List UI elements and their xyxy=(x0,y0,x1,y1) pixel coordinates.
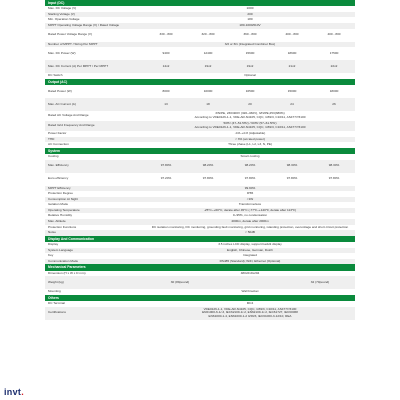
spec-label: DC Terminal xyxy=(48,300,65,305)
spec-value: 3/N/PE, 230/400V (320~460V), 3/N/PE,253(380%) According to VDE0126-1-1, VDE-AR-N4105, CQC, G59/3, C10/11, AS4777/3100 xyxy=(194,112,306,119)
spec-row xyxy=(45,85,355,98)
spec-row xyxy=(45,289,355,295)
spec-label: Max. AC Current (A) xyxy=(48,101,76,106)
spec-value: Optional xyxy=(244,73,256,78)
spec-label: Protection Functions xyxy=(48,224,77,229)
spec-value: 22x2 xyxy=(330,64,338,68)
spec-row xyxy=(45,307,355,320)
spec-value: 400 - 800 xyxy=(327,33,341,37)
spec-value: 18600 xyxy=(287,51,297,55)
spec-value: 97.80% xyxy=(202,177,214,181)
spec-label: Number of MPPT / String Per MPPT xyxy=(48,41,98,46)
spec-label: Rated AC Voltage And Range xyxy=(48,113,89,118)
spec-sheet xyxy=(45,0,355,320)
spec-value: 180-1000/610V xyxy=(239,22,261,27)
spec-label: System Language xyxy=(48,247,73,252)
spec-value: < 3% (at rated power) xyxy=(235,136,265,141)
spec-value: 18000 xyxy=(329,89,339,93)
spec-value: 97.80% xyxy=(160,164,172,168)
spec-value: Transformerless xyxy=(238,202,262,207)
spec-label: DC Switch xyxy=(48,73,63,78)
spec-row xyxy=(45,23,355,29)
spec-value: Integrated xyxy=(243,253,257,258)
spec-value: 97.20% xyxy=(160,177,172,181)
spec-values xyxy=(145,112,355,119)
spec-label: Cooling xyxy=(48,153,59,158)
spec-values xyxy=(145,65,355,69)
spec-label: Max. Altitude xyxy=(48,219,66,224)
spec-value: 180 xyxy=(247,17,253,22)
spec-label: Protection Degree xyxy=(48,191,73,196)
spec-value: 320 - 800 xyxy=(201,33,215,37)
spec-label: Power Factor xyxy=(48,130,67,135)
spec-row xyxy=(45,60,355,73)
spec-label: MPPT Efficiency xyxy=(48,185,71,190)
spec-label: Weight (kg) xyxy=(48,279,64,284)
spec-row xyxy=(45,29,355,42)
spec-values xyxy=(145,177,355,181)
invt-logo: invt. xyxy=(4,387,25,397)
spec-value: 30 (89pound) xyxy=(170,280,190,284)
spec-value: 18 xyxy=(206,102,210,106)
spec-value: 13 xyxy=(164,102,168,106)
spec-label: Operating Temperature xyxy=(48,207,80,212)
spec-values xyxy=(145,73,355,79)
spec-value: 200 xyxy=(247,11,253,16)
spec-value: 360 - 800 xyxy=(243,33,257,37)
spec-values xyxy=(145,23,355,29)
spec-value: 19x2 xyxy=(246,64,254,68)
spec-values xyxy=(145,142,355,148)
spec-value: 400 - 800 xyxy=(285,33,299,37)
spec-value: 97.80% xyxy=(286,177,298,181)
spec-value: 10000 xyxy=(203,89,213,93)
spec-label: Max. Efficiency xyxy=(48,163,69,168)
spec-value: 19x2 xyxy=(204,64,212,68)
spec-value: RS485 (Standard); WiFi; Ethernet (Optional) xyxy=(219,258,281,263)
spec-row xyxy=(45,47,355,60)
spec-value: 3.5 inches LCD display, support backlit display xyxy=(218,242,282,247)
spec-row xyxy=(45,42,355,48)
spec-label: Consumption At Night xyxy=(48,196,78,201)
spec-row xyxy=(45,301,355,307)
spec-row xyxy=(45,142,355,148)
spec-value: -25°C~+60°C, derate after 45°C (-77°F~+140°F, derate after 113°F) xyxy=(203,207,297,212)
spec-value: 97.80% xyxy=(244,177,256,181)
spec-value: MC4 xyxy=(246,300,254,305)
spec-label: Max. DC Power (W) xyxy=(48,50,76,55)
spec-label: Rated Power (W) xyxy=(48,88,72,93)
spec-value: 24 xyxy=(290,102,294,106)
spec-value: 98.20% xyxy=(202,164,214,168)
spec-label: Relative Humidity xyxy=(48,213,73,218)
spec-value: 26 xyxy=(332,102,336,106)
spec-label: MPPT Operating Voltage Range (V) / Rated Voltage xyxy=(48,22,120,27)
spec-value: 12400 xyxy=(203,51,213,55)
spec-value xyxy=(215,281,285,285)
spec-value: 20 xyxy=(248,102,252,106)
spec-value: 15600 xyxy=(245,51,255,55)
spec-values xyxy=(145,259,355,265)
spec-row xyxy=(45,154,355,160)
section-header: System xyxy=(45,148,355,154)
spec-label: Dimension (H x W x D mm) xyxy=(48,270,86,275)
spec-values xyxy=(145,281,355,285)
spec-label: Min. Operation Voltage xyxy=(48,17,80,22)
spec-value: 97.80% xyxy=(328,177,340,181)
spec-label: Euro efficiency xyxy=(48,176,69,181)
spec-value: <1W xyxy=(246,196,254,201)
spec-row xyxy=(45,121,355,131)
spec-label: Rated Grid Frequency And Range xyxy=(48,123,95,128)
spec-values xyxy=(145,42,355,48)
spec-label: Certifications xyxy=(48,310,66,315)
spec-values xyxy=(145,154,355,160)
spec-value: Smart cooling xyxy=(240,153,260,158)
spec-value: 1000 xyxy=(246,6,254,11)
spec-value: < 50dB xyxy=(245,230,255,235)
spec-label: Isolation Mode xyxy=(48,202,69,207)
spec-value: 9400 xyxy=(162,51,170,55)
spec-values xyxy=(145,230,355,236)
spec-value: 0~95%, no condensation xyxy=(232,213,268,218)
spec-values xyxy=(145,90,355,94)
spec-value: 32 (70pound) xyxy=(310,280,330,284)
spec-label: Noise xyxy=(48,230,56,235)
spec-label: Max. DC Voltage (V) xyxy=(48,6,77,11)
spec-value: 4000m, derate after 2000m xyxy=(231,219,269,224)
spec-value: 21x2 xyxy=(288,64,296,68)
spec-value: 480x619x204 xyxy=(240,270,260,275)
spec-values xyxy=(145,33,355,37)
spec-value: 50Hz (47~51.5Hz) / 60Hz (57~61.5Hz) According to VDE0126-1-1, VDE-AR-N4105, CQC, G59/3, C10/11, AS4777/3100 xyxy=(194,122,306,129)
spec-row xyxy=(45,276,355,289)
spec-value: 8000 xyxy=(162,89,170,93)
spec-value: 16500 xyxy=(245,89,255,93)
section-header: Input (DC) xyxy=(45,0,355,6)
spec-value: 99.90% xyxy=(244,185,256,190)
section-header: Others xyxy=(45,295,355,301)
spec-values xyxy=(145,289,355,295)
spec-values xyxy=(145,164,355,168)
spec-row xyxy=(45,98,355,111)
spec-value: 14x2 xyxy=(162,64,170,68)
spec-value: 330 - 800 xyxy=(159,33,173,37)
spec-value: -0.8~+0.8 (Adjustable) xyxy=(234,130,266,135)
spec-value: VDE0126-1-1, VDE-AR-N4105, CQC, G59/3, C10/11, AS4777/3100 EN61000-6-1/-3, IEC62109-1/-2, EN62109-1/-2, IEC61727, IEC60068 EN61000-1-4, EN61000-1-2 G59/3, IEC61000-3-12/10, REA xyxy=(202,307,298,318)
section-header: Display And Communication xyxy=(45,236,355,242)
spec-value: 15000 xyxy=(287,89,297,93)
spec-value: DC isolation monitoring, DC monitoring, grounding fault monitoring, grid monitoring, islanding protection, overvoltage and short circuit protection xyxy=(151,224,349,229)
spec-value: 3/2 or 6/1 (Integrated Combiner Box) xyxy=(224,41,276,46)
spec-values xyxy=(145,52,355,56)
spec-label: Max. DC Current (A) Per MPPT / Per MPPT xyxy=(48,63,109,68)
spec-label: Key xyxy=(48,253,54,258)
section-header: Mechanical Parameters xyxy=(45,264,355,270)
spec-label: Communication Mode xyxy=(48,258,79,263)
spec-value: IP65 xyxy=(246,191,254,196)
spec-row xyxy=(45,111,355,121)
spec-value: English, Chinese, German, Dutch xyxy=(227,247,273,252)
spec-row xyxy=(45,173,355,186)
spec-values xyxy=(145,308,355,319)
spec-row xyxy=(45,73,355,79)
spec-row xyxy=(45,160,355,173)
spec-label: Display xyxy=(48,242,59,247)
spec-values xyxy=(145,271,355,277)
spec-values xyxy=(145,122,355,129)
spec-value: Wall bracket xyxy=(241,289,259,294)
spec-value: 98.20% xyxy=(244,164,256,168)
spec-row xyxy=(45,271,355,277)
section-header: Output (AC) xyxy=(45,79,355,85)
spec-values xyxy=(145,301,355,307)
spec-value: 17500 xyxy=(329,51,339,55)
spec-label: AC Connection xyxy=(48,142,69,147)
spec-row xyxy=(45,259,355,265)
spec-label: Mounting xyxy=(48,289,61,294)
spec-label: THD xyxy=(48,136,55,141)
spec-label: Starting Voltage (V) xyxy=(48,11,75,16)
spec-label: Rated Power Voltage Range (V) xyxy=(48,32,93,37)
spec-values xyxy=(145,103,355,107)
spec-value: 98.30% xyxy=(286,164,298,168)
spec-value: 98.30% xyxy=(328,164,340,168)
spec-value: Three phase (L1, L2, L3, N, PE) xyxy=(228,142,272,147)
